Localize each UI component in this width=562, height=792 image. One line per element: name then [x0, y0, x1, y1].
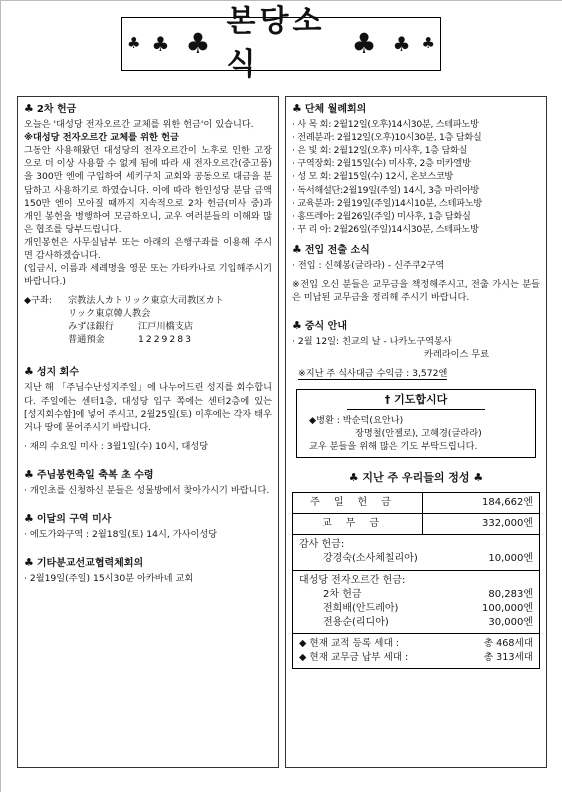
list-item: · 홍뜨레아: 2월26일(주일) 미사후, 1층 담화실: [292, 210, 471, 222]
club-icon: ♣: [24, 102, 34, 115]
branch-name: 江戸川橋支店: [138, 321, 194, 333]
section-palm-return: [24, 364, 272, 453]
bank-account: ◆구좌: 宗教法人カトリック東京大司教区カト リック東京韓人教会 みずほ銀行 江戸川橋支店 普通預金 1229283: [24, 295, 224, 346]
section-title: ♣ 주님봉헌축일 축복 초 수령: [24, 467, 154, 481]
club-ornament: ♣: [151, 31, 170, 56]
list-item: · 전례분과: 2월12일(오후)10시30분, 1층 담화실: [292, 132, 482, 144]
section-note: ※전입 오신 분들은 교무금을 책정해주시고, 전출 가시는 분들은 미납된 교무금을 정리해 주시기 바랍니다.: [292, 279, 540, 304]
list-item: · 사 목 회: 2월12일(오후)14시30분, 스테파노방: [292, 119, 479, 131]
section-title: ♣ 2차 헌금: [24, 102, 77, 115]
bulletin-header: [121, 4, 441, 82]
offering-title: ♣ 지난 주 우리들의 정성 ♣: [348, 471, 484, 485]
thanks-offering: 감사 헌금: 강경숙(소사체칠리아) 10,000엔: [292, 535, 540, 570]
section-transfer: [292, 242, 540, 304]
list-item: · 에도가와구역 : 2월18일(토) 14시, 가사이성당: [24, 529, 218, 541]
club-icon: ♣: [292, 102, 302, 115]
right-column: [285, 96, 547, 768]
offering-label: 주일헌금: [293, 492, 423, 513]
table-row: [293, 514, 540, 535]
donor-amount: 80,283엔: [488, 588, 533, 600]
list-item: · 성 모 회: 2월15일(수) 12시, 온보스코방: [292, 171, 453, 183]
donor-name: 전용순(리디아): [323, 617, 389, 629]
list-item: · 재의 수요일 미사 : 3월1일(수) 10시, 대성당: [24, 440, 209, 452]
club-icon: ♣: [24, 365, 34, 379]
household-totals: ◆ 현재 교적 등록 세대 : 총 468세대 ◆ 현재 교무금 납부 세대 : 총 313세대: [292, 634, 540, 668]
list-item: · 은 빛 회: 2월12일(오후) 미사후, 1층 담화실: [292, 145, 468, 157]
bank-name: みずほ銀行: [68, 321, 114, 333]
club-ornament: ♣: [351, 27, 377, 61]
list-item: · 구역장회: 2월15일(수) 미사후, 2층 미카엘방: [292, 158, 471, 170]
household-count: 총 468세대: [483, 638, 533, 650]
donor-amount: 100,000엔: [481, 603, 533, 615]
section-title: ♣ 전입 전출 소식: [292, 242, 370, 256]
prayer-line: 교우 분들을 위해 많은 기도 부탁드립니다.: [309, 441, 478, 453]
club-icon: ♣: [24, 467, 34, 481]
section-title: ♣ 중식 안내: [292, 319, 347, 333]
section-title: ♣ 기타분교선교협력체회의: [24, 556, 144, 570]
offering-label: 교무금: [293, 514, 423, 535]
club-ornament: ♣: [185, 27, 211, 61]
offering-table: [292, 492, 540, 535]
club-ornament: ♣: [421, 34, 435, 53]
section-monthly-meetings: [292, 101, 540, 236]
section-body: 지난 해 「주님수난성지주일」에 나누어드린 성지를 회수합니다. 주일에는 센터1층, 대성당 입구 쪽에는 센터2층에 있는 [성지회수함]에 넣어 주시고, 2월25일(토) 이후에는 각자 태우거나 땅에 묻어주시기 바랍니다.: [24, 382, 272, 433]
list-item: · 독서해설단:2월19일(주일) 14시, 3층 마리아방: [292, 184, 479, 196]
club-icon: ♣: [292, 319, 302, 333]
left-column: [17, 96, 279, 768]
meeting-list: [292, 118, 540, 236]
section-lunch: [292, 318, 540, 380]
section-body: (입금시, 이름과 세례명을 영문 또는 가타카나로 기입해주시기 바랍니다.): [24, 262, 272, 287]
lunch-revenue: ※지난 주 식사대금 수익금 : 3,572엔: [298, 368, 448, 380]
list-item: · 2월19일(주일) 15시30분 아카바네 교회: [24, 573, 194, 585]
prayer-line: ◆병환 : 박순덕(요안나): [309, 415, 404, 427]
table-row: [293, 492, 540, 513]
club-icon: ♣: [292, 242, 302, 256]
donor-name: 전희배(안드레아): [323, 603, 399, 615]
prayer-line: 장명철(안젤로), 고혜경(글라라): [355, 428, 482, 440]
list-item: · 개인초를 신청하신 분들은 성물방에서 찾아가시기 바랍니다.: [24, 484, 270, 496]
donor-name: 강경숙(소사체칠리아): [323, 553, 418, 565]
section-candle: [24, 467, 272, 497]
list-item-cont: 카레라이스 무료: [424, 349, 490, 361]
club-icon: ♣: [24, 556, 34, 570]
offering-value: 332,000엔: [423, 514, 540, 535]
club-ornament: ♣: [127, 34, 141, 53]
prayer-title: † 기도합시다: [347, 390, 485, 411]
page-title: 본당소식: [226, 4, 326, 82]
list-item: · 2월 12일: 친교의 날 - 나카노구역봉사: [292, 336, 452, 348]
section-body: 개인봉헌은 사무실납부 또는 아래의 은행구좌를 이용해 주시면 감사하겠습니다.: [24, 236, 272, 261]
donor-amount: 30,000엔: [488, 617, 533, 629]
household-count: 총 313세대: [483, 652, 533, 664]
section-district-mass: [24, 511, 272, 541]
list-item: · 전입 : 신혜봉(글라라) - 신주쿠2구역: [292, 259, 445, 271]
section-intro: 오늘은 '대성당 전자오르간 교체를 위한 헌금'이 있습니다.: [24, 119, 254, 131]
list-item: · 꾸 리 아: 2월26일(주일)14시30분, 스테파노방: [292, 223, 479, 235]
prayer-box: [296, 389, 536, 459]
section-title: ♣ 성지 회수: [24, 365, 79, 379]
account-type: 普通預金: [68, 334, 105, 346]
section-mission-meeting: [24, 555, 272, 585]
section-body: 그동안 사용해왔던 대성당의 전자오르간이 노후로 인한 고장으로 더 이상 사용할 수 없게 됨에 따라 새 전자오르간(중고품)을 300만 엔에 구입하여 세키구치 교회와 공동으로 대금을 분담하고 사용하기로 하였습니다. 이에 따라 한인성당 분담 금액 150만 엔이 모아질 때까지 지속적으로 2차 헌금(미사 중)과 개인 봉헌을 병행하여 모금하오니, 교우 여러분들의 이해와 많은 협조를 당부드립니다.: [24, 145, 272, 235]
account-name: 宗教法人カトリック東京大司教区カト: [68, 295, 224, 306]
donor-amount: 10,000엔: [488, 553, 533, 565]
sub-title: ※대성당 전자오르간 교체를 위한 헌금: [24, 132, 179, 144]
club-icon: ♣: [24, 512, 34, 525]
section-second-collection: [24, 101, 272, 346]
offering-value: 184,662엔: [423, 492, 540, 513]
club-ornament: ♣: [392, 31, 411, 56]
account-number: 1229283: [138, 334, 193, 346]
list-item: · 교육분과: 2월19일(주일)14시10분, 스테파노방: [292, 197, 482, 209]
organ-offering: 대성당 전자오르간 헌금: 2차 헌금 80,283엔 전희배(안드레아) 100,000엔 전용순(리디아) 30,000엔: [292, 571, 540, 635]
section-title: ♣ 단체 월례회의: [292, 102, 367, 115]
section-title: ♣ 이달의 구역 미사: [24, 512, 112, 525]
